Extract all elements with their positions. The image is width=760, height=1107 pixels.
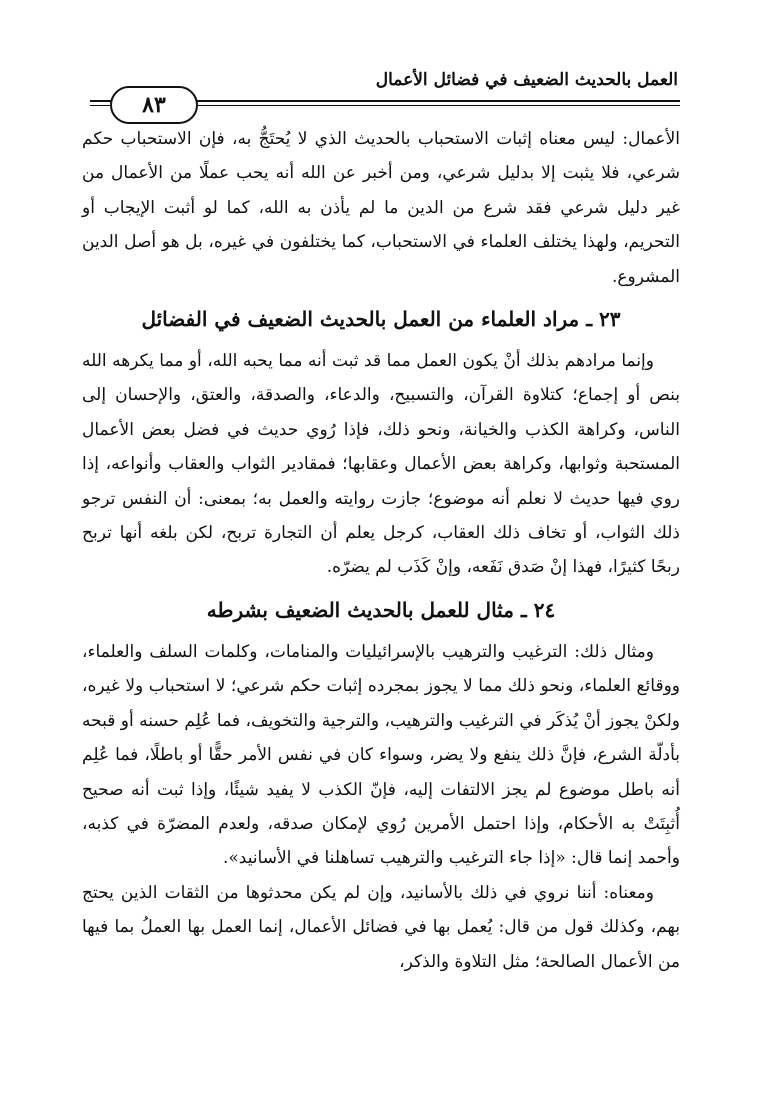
page-body [82,122,680,979]
section-heading-23: ٢٣ ـ مراد العلماء من العمل بالحديث الضعيف في الفضائل [141,307,621,332]
paragraph-1: الأعمال: ليس معناه إثبات الاستحباب بالحديث الذي لا يُحتَجُّ به، فإن الاستحباب حكم شرعي، فلا يثبت إلا بدليل شرعي، ومن أخبر عن الله أنه يحب عملًا من الأعمال من غير دليل شرعي فقد شرع من الدين ما لم يأذن به الله، كما لو أثبت الإيجاب أو التحريم، ولهذا يختلف العلماء في الاستحباب، كما يختلفون في غيره، بل هو أصل الدين المشروع. [82,129,680,287]
paragraph-3: ومثال ذلك: الترغيب والترهيب بالإسرائيليات والمنامات، وكلمات السلف والعلماء، ووقائع العلماء، ونحو ذلك مما لا يجوز بمجرده إثبات حكم شرعي؛ لا استحباب ولا غيره، ولكنْ يجوز أنْ يُذكَر في الترغيب والترهيب، والترجية والتخويف، فما عُلِم حسنه أو قبحه بأدلّة الشرع، فإنَّ ذلك ينفع ولا يضر، وسواء كان في نفس الأمر حقًّا أو باطلًا، فما عُلِم أنه باطل موضوع لم يجز الالتفات إليه، فإنّ الكذب لا يفيد شيئًا، وإذا ثبت أنه صحيح أُثبِتَتْ به الأحكام، وإذا احتمل الأمرين رُوي لإمكان صدقه، ولعدم المضرّة في كذبه، وأحمد إنما قال: «إذا جاء الترغيب والترهيب تساهلنا في الأسانيد». [82,641,680,869]
paragraph-4: ومعناه: أننا نروي في ذلك بالأسانيد، وإن لم يكن محدثوها من الثقات الذين يحتج بهم، وكذلك قول من قال: يُعمل بها في فضائل الأعمال، إنما العمل بها العملُ بما فيها من الأعمال الصالحة؛ مثل التلاوة والذكر، [82,882,680,972]
running-title: العمل بالحديث الضعيف في فضائل الأعمال [375,70,678,90]
page-number: ٨٣ [110,86,198,124]
paragraph-2: وإنما مرادهم بذلك أنْ يكون العمل مما قد ثبت أنه مما يحبه الله، أو مما يكرهه الله بنص أو إجماع؛ كتلاوة القرآن، والتسبيح، والدعاء، والصدقة، والعتق، والإحسان إلى الناس، وكراهة الكذب والخيانة، ونحو ذلك، فإذا رُوي حديث في فضل بعض الأعمال المستحبة وثوابها، وكراهة بعض الأعمال وعقابها؛ فمقادير الثواب والعقاب وأنواعه، إذا روي فيها حديث لا نعلم أنه موضوع؛ جازت روايته والعمل به؛ بمعنى: أن النفس ترجو ذلك الثواب، أو تخاف ذلك العقاب، كرجل يعلم أن التجارة تربح، لكن بلغه أنها تربح ربحًا كثيرًا، فهذا إنْ صَدق نَفَعه، وإنْ كَذَب لم يضرّه. [82,351,680,578]
section-heading-24: ٢٤ ـ مثال للعمل بالحديث الضعيف بشرطه [206,597,556,622]
